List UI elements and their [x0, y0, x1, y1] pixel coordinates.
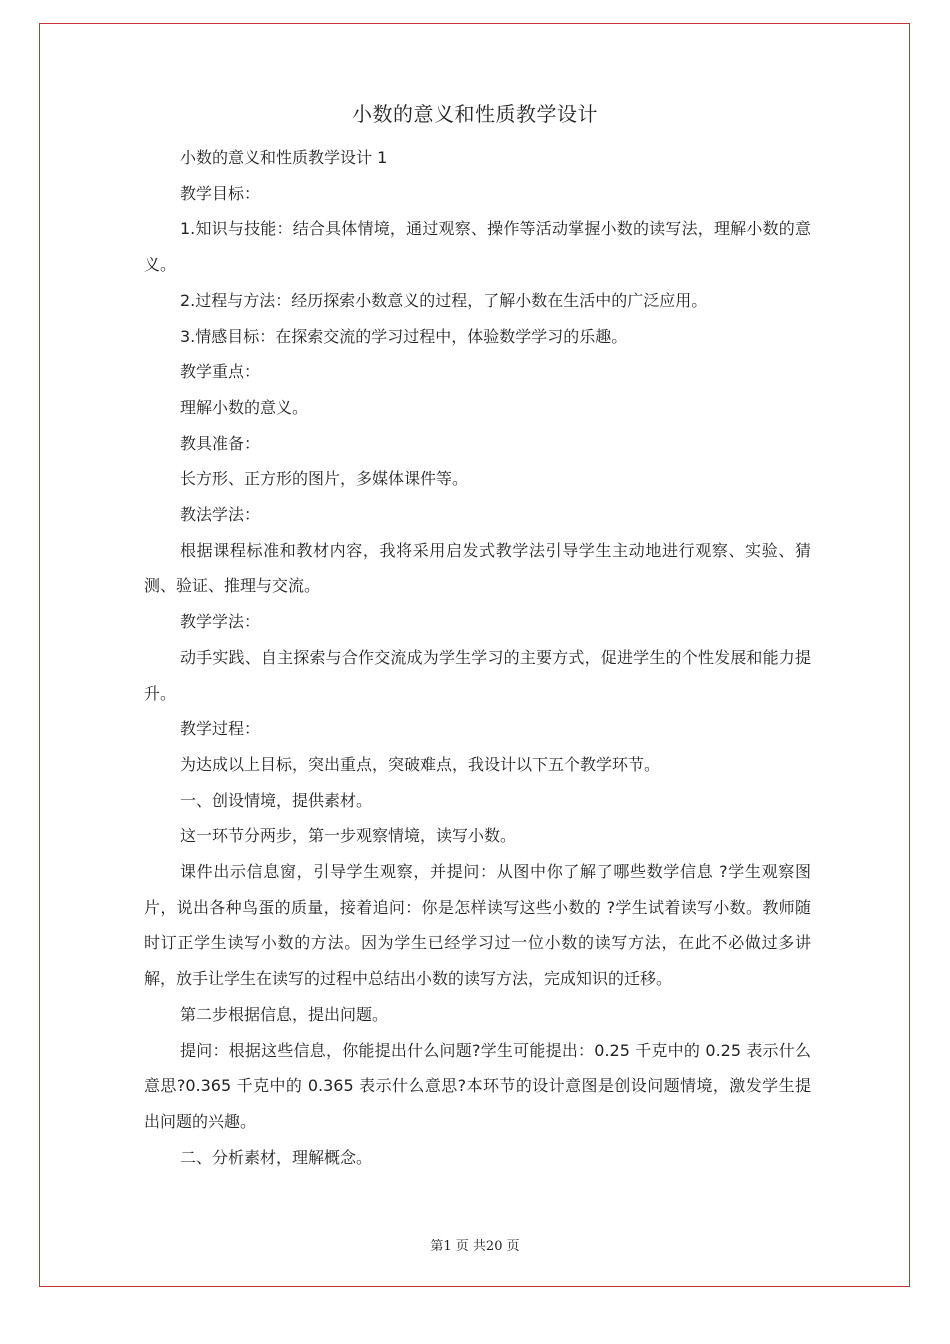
- paragraph: 教学重点：: [180, 362, 261, 382]
- paragraph: 教学学法：: [180, 612, 261, 632]
- paragraph: 第二步根据信息，提出问题。: [180, 1004, 389, 1024]
- paragraph: 1.知识与技能：结合具体情境，通过观察、操作等活动掌握小数的读写法，理解小数的意义。: [144, 219, 811, 275]
- page-number-footer: 第1 页 共20 页: [430, 1239, 520, 1254]
- paragraph: 一、创设情境，提供素材。: [180, 790, 373, 810]
- paragraph: 小数的意义和性质教学设计 1: [180, 148, 388, 167]
- paragraph: 教学过程：: [180, 719, 261, 739]
- paragraph: 3.情感目标：在探索交流的学习过程中，体验数学学习的乐趣。: [180, 326, 628, 346]
- paragraph: 理解小数的意义。: [180, 397, 309, 417]
- paragraph: 教具准备：: [180, 433, 261, 453]
- paragraph: 提问：根据这些信息，你能提出什么问题?学生可能提出：0.25 千克中的 0.25 表示什么意思?0.365 千克中的 0.365 表示什么意思?本环节的设计意图是创设问题情境，激发学生提出问题的兴趣。: [144, 1040, 811, 1131]
- page-title: 小数的意义和性质教学设计: [352, 102, 598, 126]
- paragraph: 动手实践、自主探索与合作交流成为学生学习的主要方式，促进学生的个性发展和能力提升。: [144, 647, 811, 703]
- paragraph: 教法学法：: [180, 505, 261, 525]
- paragraph: 根据课程标准和教材内容，我将采用启发式教学法引导学生主动地进行观察、实验、猜测、验证、推理与交流。: [144, 540, 811, 596]
- paragraph: 长方形、正方形的图片，多媒体课件等。: [180, 469, 469, 489]
- paragraph: 2.过程与方法：经历探索小数意义的过程，了解小数在生活中的广泛应用。: [180, 290, 708, 310]
- paragraph: 为达成以上目标，突出重点，突破难点，我设计以下五个教学环节。: [180, 754, 661, 774]
- paragraph: 课件出示信息窗，引导学生观察，并提问：从图中你了解了哪些数学信息 ?学生观察图片，说出各种鸟蛋的质量，接着追问：你是怎样读写这些小数的 ?学生试着读写小数。教师随时订正学生读写小数的方法。因为学生已经学习过一位小数的读写方法，在此不必做过多讲解，放手让学生在读写的过程中总结出小数的读写方法，完成知识的迁移。: [144, 862, 811, 989]
- document-body: [144, 140, 811, 1175]
- paragraph: 这一环节分两步，第一步观察情境，读写小数。: [180, 826, 517, 846]
- paragraph: 二、分析素材，理解概念。: [180, 1147, 373, 1167]
- paragraph: 教学目标：: [180, 183, 261, 203]
